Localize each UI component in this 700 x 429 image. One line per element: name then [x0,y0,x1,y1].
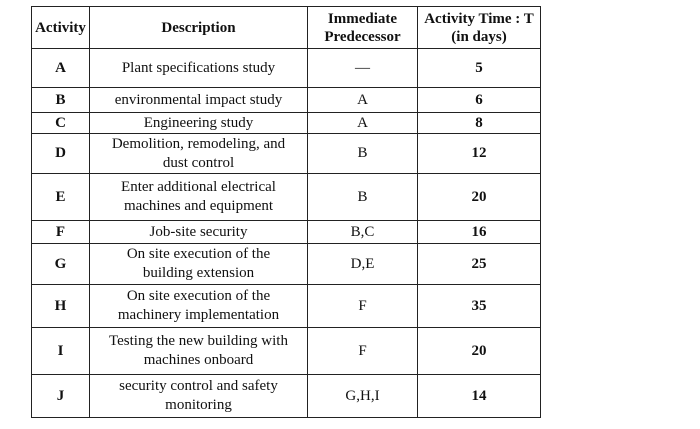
description-line: On site execution of the [126,288,271,304]
predecessor-cell: D,E [308,244,418,285]
header-description: Description [90,7,308,49]
predecessor-cell: A [308,113,418,134]
activity-id-cell: A [32,49,90,88]
time-cell: 6 [418,88,541,113]
table-row [32,375,541,418]
header-time-line2: (in days) [451,28,507,45]
description-line: Testing the new building with [109,333,288,349]
time-cell: 16 [418,221,541,244]
predecessor-cell: F [308,328,418,375]
activity-table [31,6,541,418]
description-line: building extension [142,265,255,281]
table-row [32,88,541,113]
activity-id-cell: F [32,221,90,244]
predecessor-cell: B [308,134,418,174]
activity-id-cell: J [32,375,90,418]
predecessor-cell: F [308,285,418,328]
predecessor-cell: B,C [308,221,418,244]
header-activity-time [418,7,541,49]
table-header-row [32,7,541,49]
time-cell: 20 [418,174,541,221]
predecessor-cell: A [308,88,418,113]
activity-id-cell: B [32,88,90,113]
description-cell [90,285,308,328]
description-cell [90,375,308,418]
description-line: monitoring [165,397,232,413]
predecessor-cell: — [308,49,418,88]
description-cell: Plant specifications study [90,49,308,88]
description-cell [90,328,308,375]
table-row [32,113,541,134]
activity-id-cell: D [32,134,90,174]
table-row [32,285,541,328]
activity-id-cell: G [32,244,90,285]
time-cell: 20 [418,328,541,375]
activity-id-cell: H [32,285,90,328]
description-line: security control and safety [119,378,278,394]
header-predecessor-line1: Immediate [327,10,398,27]
description-line: dust control [162,154,235,171]
description-line: Demolition, remodeling, and [111,135,286,152]
description-cell [90,244,308,285]
description-cell: environmental impact study [90,88,308,113]
predecessor-cell: B [308,174,418,221]
activity-id-cell: C [32,113,90,134]
time-cell: 12 [418,134,541,174]
description-line: machines onboard [143,352,254,368]
table-row [32,328,541,375]
time-cell: 25 [418,244,541,285]
description-line: Enter additional electrical [121,179,276,195]
activity-id-cell: E [32,174,90,221]
header-predecessor-line2: Predecessor [324,28,401,45]
description-cell: Job-site security [90,221,308,244]
time-cell: 35 [418,285,541,328]
table-row [32,244,541,285]
description-line: machines and equipment [123,198,274,214]
table-row [32,49,541,88]
predecessor-cell: G,H,I [308,375,418,418]
description-cell [90,174,308,221]
description-line: machinery implementation [117,307,280,323]
description-line: On site execution of the [126,246,271,262]
table-row [32,174,541,221]
time-cell: 8 [418,113,541,134]
table-row [32,221,541,244]
header-activity: Activity [32,7,90,49]
time-cell: 14 [418,375,541,418]
header-predecessor [308,7,418,49]
activity-id-cell: I [32,328,90,375]
table-row [32,134,541,174]
description-cell [90,134,308,174]
time-cell: 5 [418,49,541,88]
description-cell: Engineering study [90,113,308,134]
header-time-line1: Activity Time : T [424,10,534,27]
